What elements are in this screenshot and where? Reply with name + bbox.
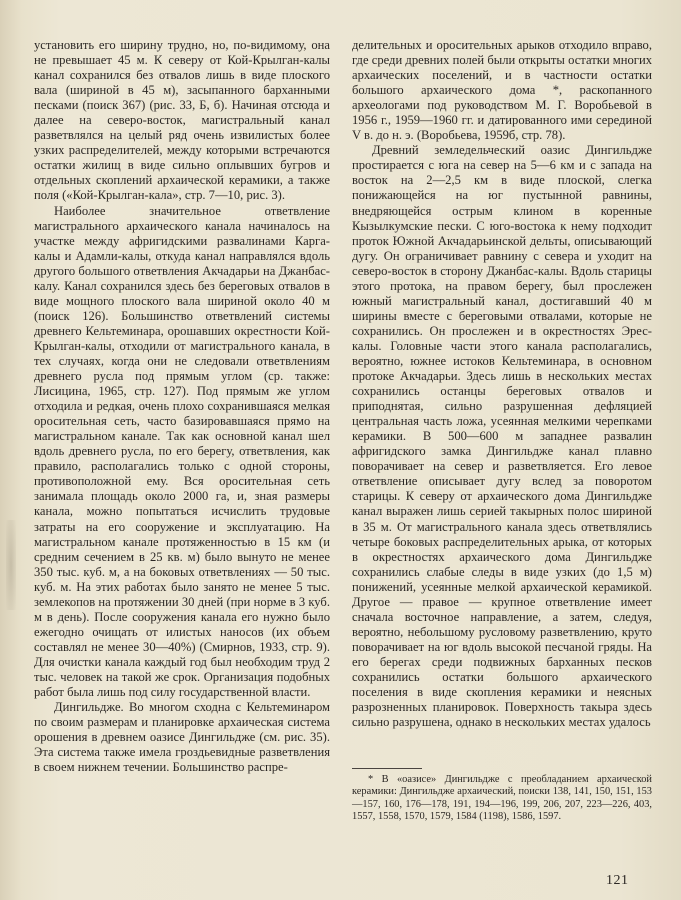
paragraph: Древний земледельческий оазис Дингильдже простирается с юга на север на 5—6 км и с запада на восток на 2—2,5 км в виде плоской, слегка понижающейся на юг пустынной равнины, внедряющейся острым клином в коренные Кызылкумские пески. С юго-востока к нему подходит проток Южной Акчадарьинской дельты, описывающий дугу. Он ограничивает равнину с севера и уходит на северо-восток в сторону Джанбас-калы. Вдоль старицы этого протока, на правом берегу, был прослежен южный магистральный канал, достигавший 40 м ширины вместе с береговыми отвалами, которые не сохранились. Он прослежен и в окрестностях Эрес-калы. Головные части этого канала располагались, вероятно, южнее истоков Кельтеминара, в основном протоке Акчадарьи. Здесь лишь в нескольких местах сохранились останцы береговых отвалов и приподнятая, сильно разрушенная дефляцией центральная часть ложа, усеянная мелкими черепками керамики. В 500—600 м западнее развалин афригидского замка Дингильдже канал плавно поворачивает на север и разветвляется. Его левое ответвление описывает дугу вслед за поворотом старицы. К северу от архаического дома Дингильдже канал выражен лишь серией такырных полос шириной в 35 м. От магистрального канала здесь ответвлялись четыре боковых распределительных арыка, от которых в окрестностях архаического дома Дингильдже сохранились слабые следы в виде узких (до 1,5 м) понижений, усеянные мелкой архаической керамикой. Другое — правое — крупное ответвление имеет сначала восточное направление, а затем, следуя, вероятно, небольшому русловому разветвлению, круто поворачивает на юг вдоль высокой песчаной гряды. На его берегах среди подвижных барханных песков сохранились остатки большого архаического поселения в виде скопления керамики и неясных разрозненных планировок. Поверхность такыра здесь сильно разрушена, однако в нескольких местах удалось [352, 143, 652, 730]
footnote-divider [352, 768, 422, 769]
paragraph: установить его ширину трудно, но, по-видимому, она не превышает 45 м. К северу от Кой-Крылган-калы канал сохранился без отвалов лишь в виде плоского вала (шириной в 45 м), засыпанного барханными песками (поиск 367) (рис. 33, Б, б). Начиная отсюда и далее на северо-восток, магистральный канал разветвлялся на целый ряд очень извилистых более узких распределителей, между которыми встречаются остатки жилищ в виде сильно оплывших бугров и отдельных скоплений архаической керамики, а также поля («Кой-Крылган-кала», стр. 7—10, рис. 3). [34, 38, 330, 203]
page-stain [6, 520, 16, 610]
left-text-column [34, 38, 330, 775]
right-text-column [352, 38, 652, 730]
footnote: * В «оазисе» Дингильдже с преобладанием архаической керамики: Дингильдже архаический, поиски 138, 141, 150, 151, 153—157, 160, 176—178, 191, 194—196, 199, 206, 207, 223—226, 403, 1557, 1558, 1570, 1579, 1584 (1198), 1586, 1597. [352, 774, 652, 823]
paragraph: Наиболее значительное ответвление магистрального архаического канала начиналось на участке между афригидскими развалинами Карга-калы и Адамли-калы, откуда канал направлялся вдоль другого большого ответвления Акчадарьи на Джанбас-калу. Канал сохранился здесь без береговых отвалов в виде мощного плоского вала шириной около 40 м (поиск 126). Большинство ответвлений системы древнего Кельтеминара, орошавших окрестности Кой-Крылган-калы, отходили от магистрального канала, в тех случаях, когда они не следовали ответвлениям древнего русла под прямым углом (ср. также: Лисицина, 1965, стр. 127). Под прямым же углом отходила и редкая, очень плохо сохранившаяся мелкая оросительная сеть, часто базировавшаяся прямо на магистральном канале. Так как основной канал шел вдоль древнего русла, по его берегу, ответвления, как правило, располагались только с одной стороны, противоположной ему. Вся оросительная сеть занимала площадь около 2000 га, и, зная размеры канала, можно попытаться исчислить трудовые затраты на его сооружение и эксплуатацию. На магистральном канале протяженностью в 15 км (и средним сечением в 25 кв. м) было вынуто не менее 350 тыс. куб. м, а на боковых ответвлениях — 50 тыс. куб. м. На этих работах было занято не менее 5 тыс. землекопов на протяжении 30 дней (при норме в 3 куб. м в день). После сооружения канала его нужно было ежегодно очищать от илистых наносов (их объем составлял не менее 30—40%) (Смирнов, 1933, стр. 9). Для очистки канала каждый год был необходим труд 2 тыс. человек на такой же срок. Организация подобных работ была лишь под силу государственной власти. [34, 203, 330, 700]
page-number: 121 [606, 873, 629, 888]
paragraph: Дингильдже. Во многом сходна с Кельтеминаром по своим размерам и планировке архаическая система орошения в древнем оазисе Дингильдже (см. рис. 35). Эта система также имела гроздьевидные разветвления в своем нижнем течении. Большинство распре- [34, 700, 330, 775]
paragraph: делительных и оросительных арыков отходило вправо, где среди древних полей были открыты остатки многих архаических поселений, и в частности остатки большого архаического дома *, раскопанного археологами под руководством М. Г. Воробьевой в 1956 г., 1959—1960 гг. и датированного ими серединой V в. до н. э. (Воробьева, 1959б, стр. 78). [352, 38, 652, 143]
